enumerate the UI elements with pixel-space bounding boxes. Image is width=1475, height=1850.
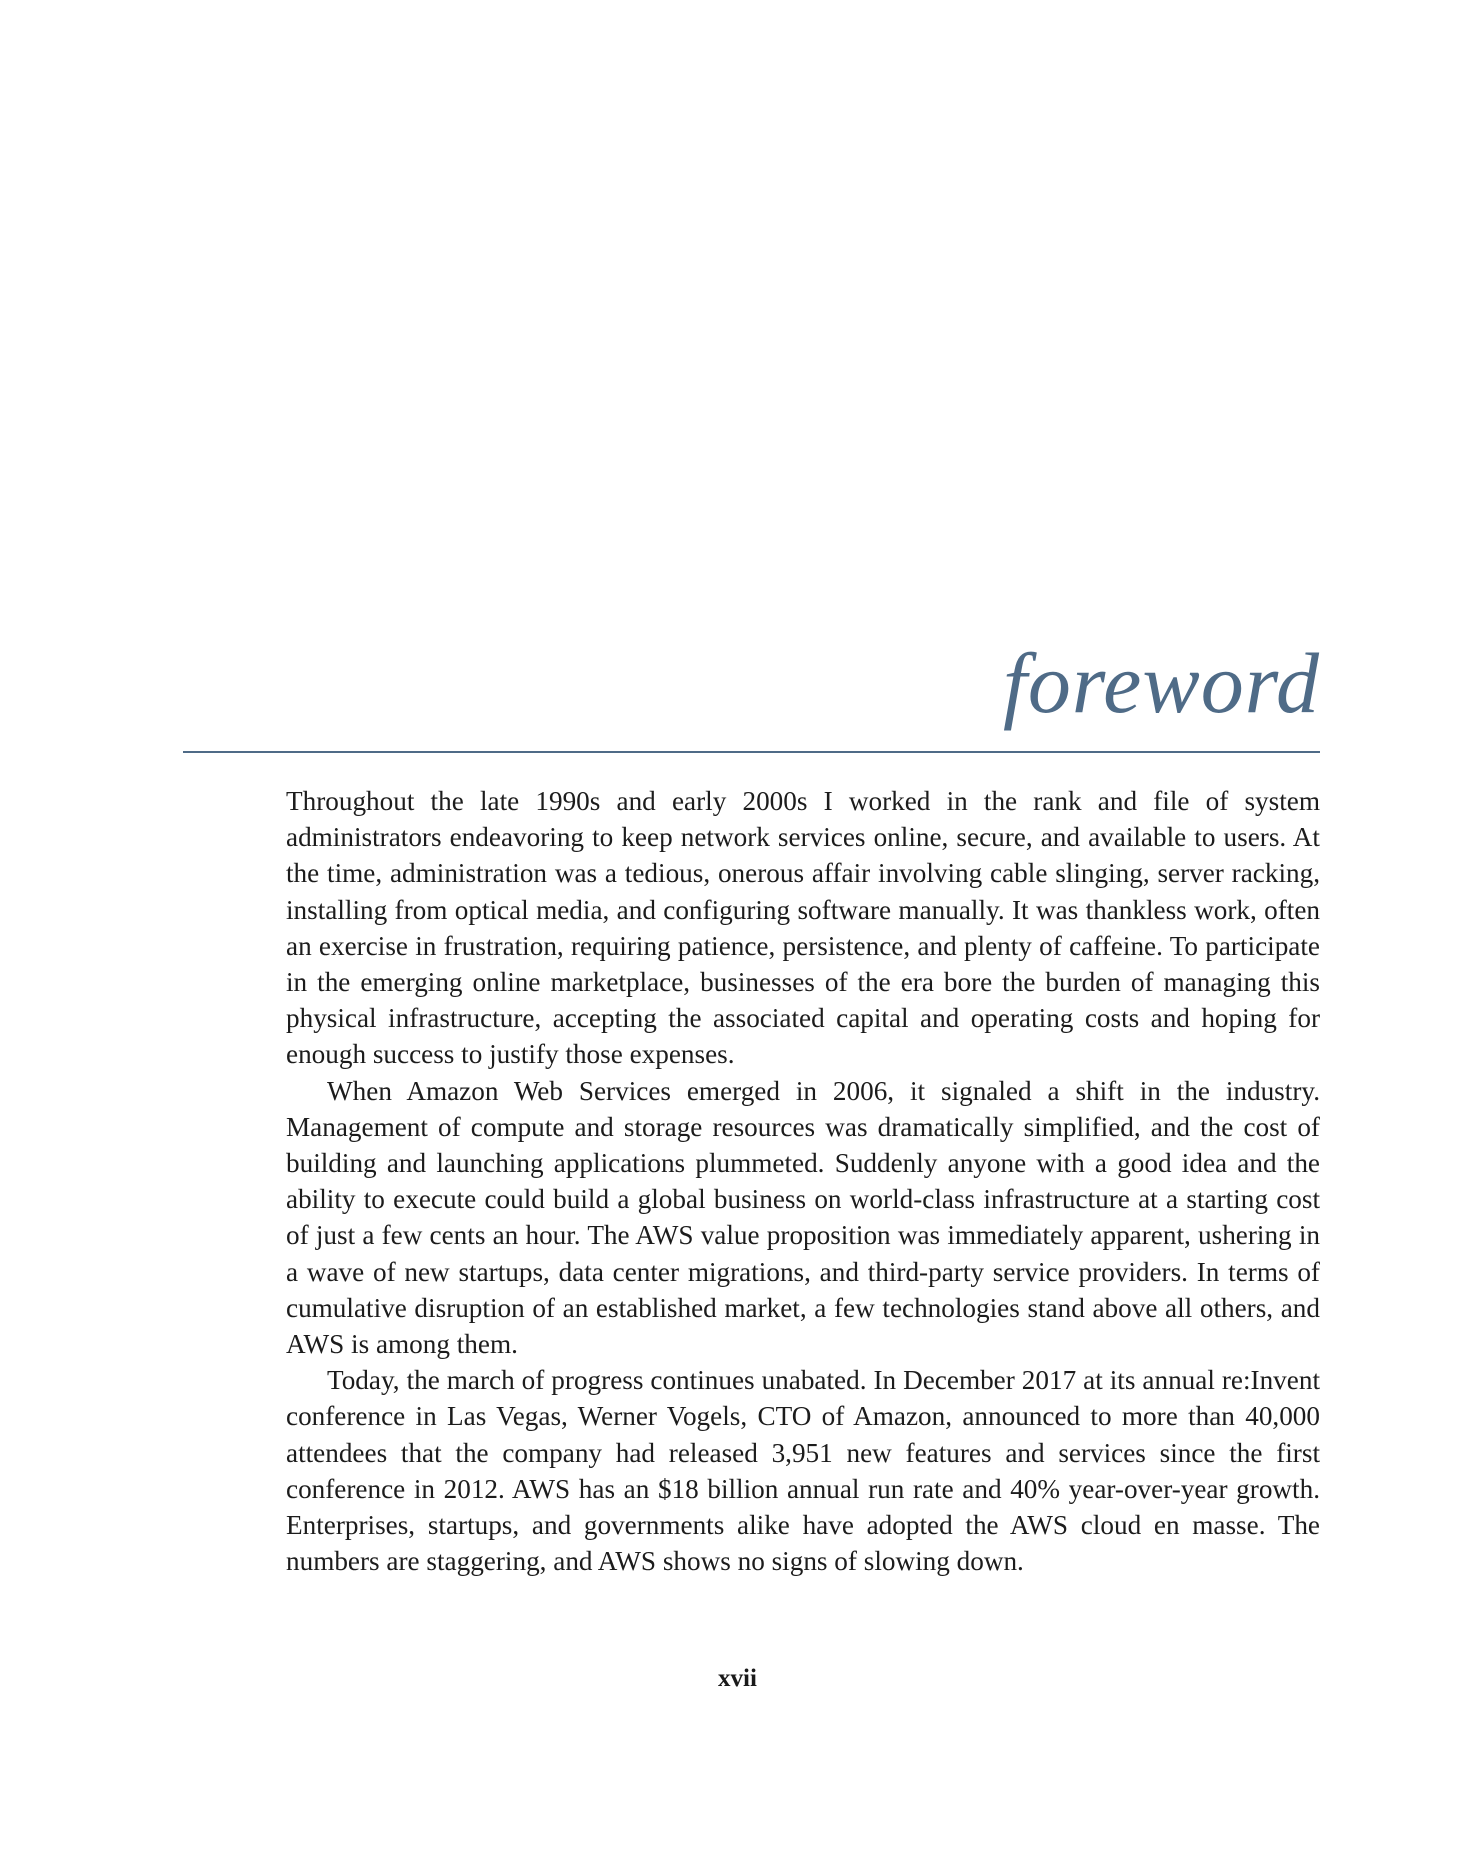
- paragraph-1: Throughout the late 1990s and early 2000s I worked in the rank and file of system administrators endeavoring to keep network services online, secure, and available to users. At the time, administration was a tedious, onerous affair involving cable slinging, server racking, installing from optical media, and configuring software manually. It was thankless work, often an exercise in frustration, requiring patience, persistence, and plenty of caffeine. To participate in the emerging online marketplace, businesses of the era bore the burden of managing this physical infrastructure, accepting the associated capital and operating costs and hoping for enough success to justify those expenses.: [286, 786, 1320, 1070]
- title-divider: [183, 751, 1320, 753]
- chapter-title: foreword: [1003, 635, 1320, 731]
- foreword-body: [286, 783, 1320, 1579]
- paragraph-3: Today, the march of progress continues unabated. In December 2017 at its annual re:Invent conference in Las Vegas, Werner Vogels, CTO of Amazon, announced to more than 40,000 attendees that the company had released 3,951 new features and services since the first conference in 2012. AWS has an $18 billion annual run rate and 40% year-over-year growth. Enterprises, startups, and governments alike have adopted the AWS cloud en masse. The numbers are staggering, and AWS shows no signs of slowing down.: [286, 1365, 1320, 1577]
- paragraph-2: When Amazon Web Services emerged in 2006, it signaled a shift in the industry. Management of compute and storage resources was dramatically simplified, and the cost of building and launching applications plummeted. Suddenly anyone with a good idea and the ability to execute could build a global business on world-class infrastructure at a starting cost of just a few cents an hour. The AWS value proposition was immediately apparent, ushering in a wave of new startups, data center migrations, and third-party service providers. In terms of cumulative disruption of an established market, a few technologies stand above all others, and AWS is among them.: [286, 1075, 1320, 1360]
- page-number: xvii: [718, 1665, 757, 1692]
